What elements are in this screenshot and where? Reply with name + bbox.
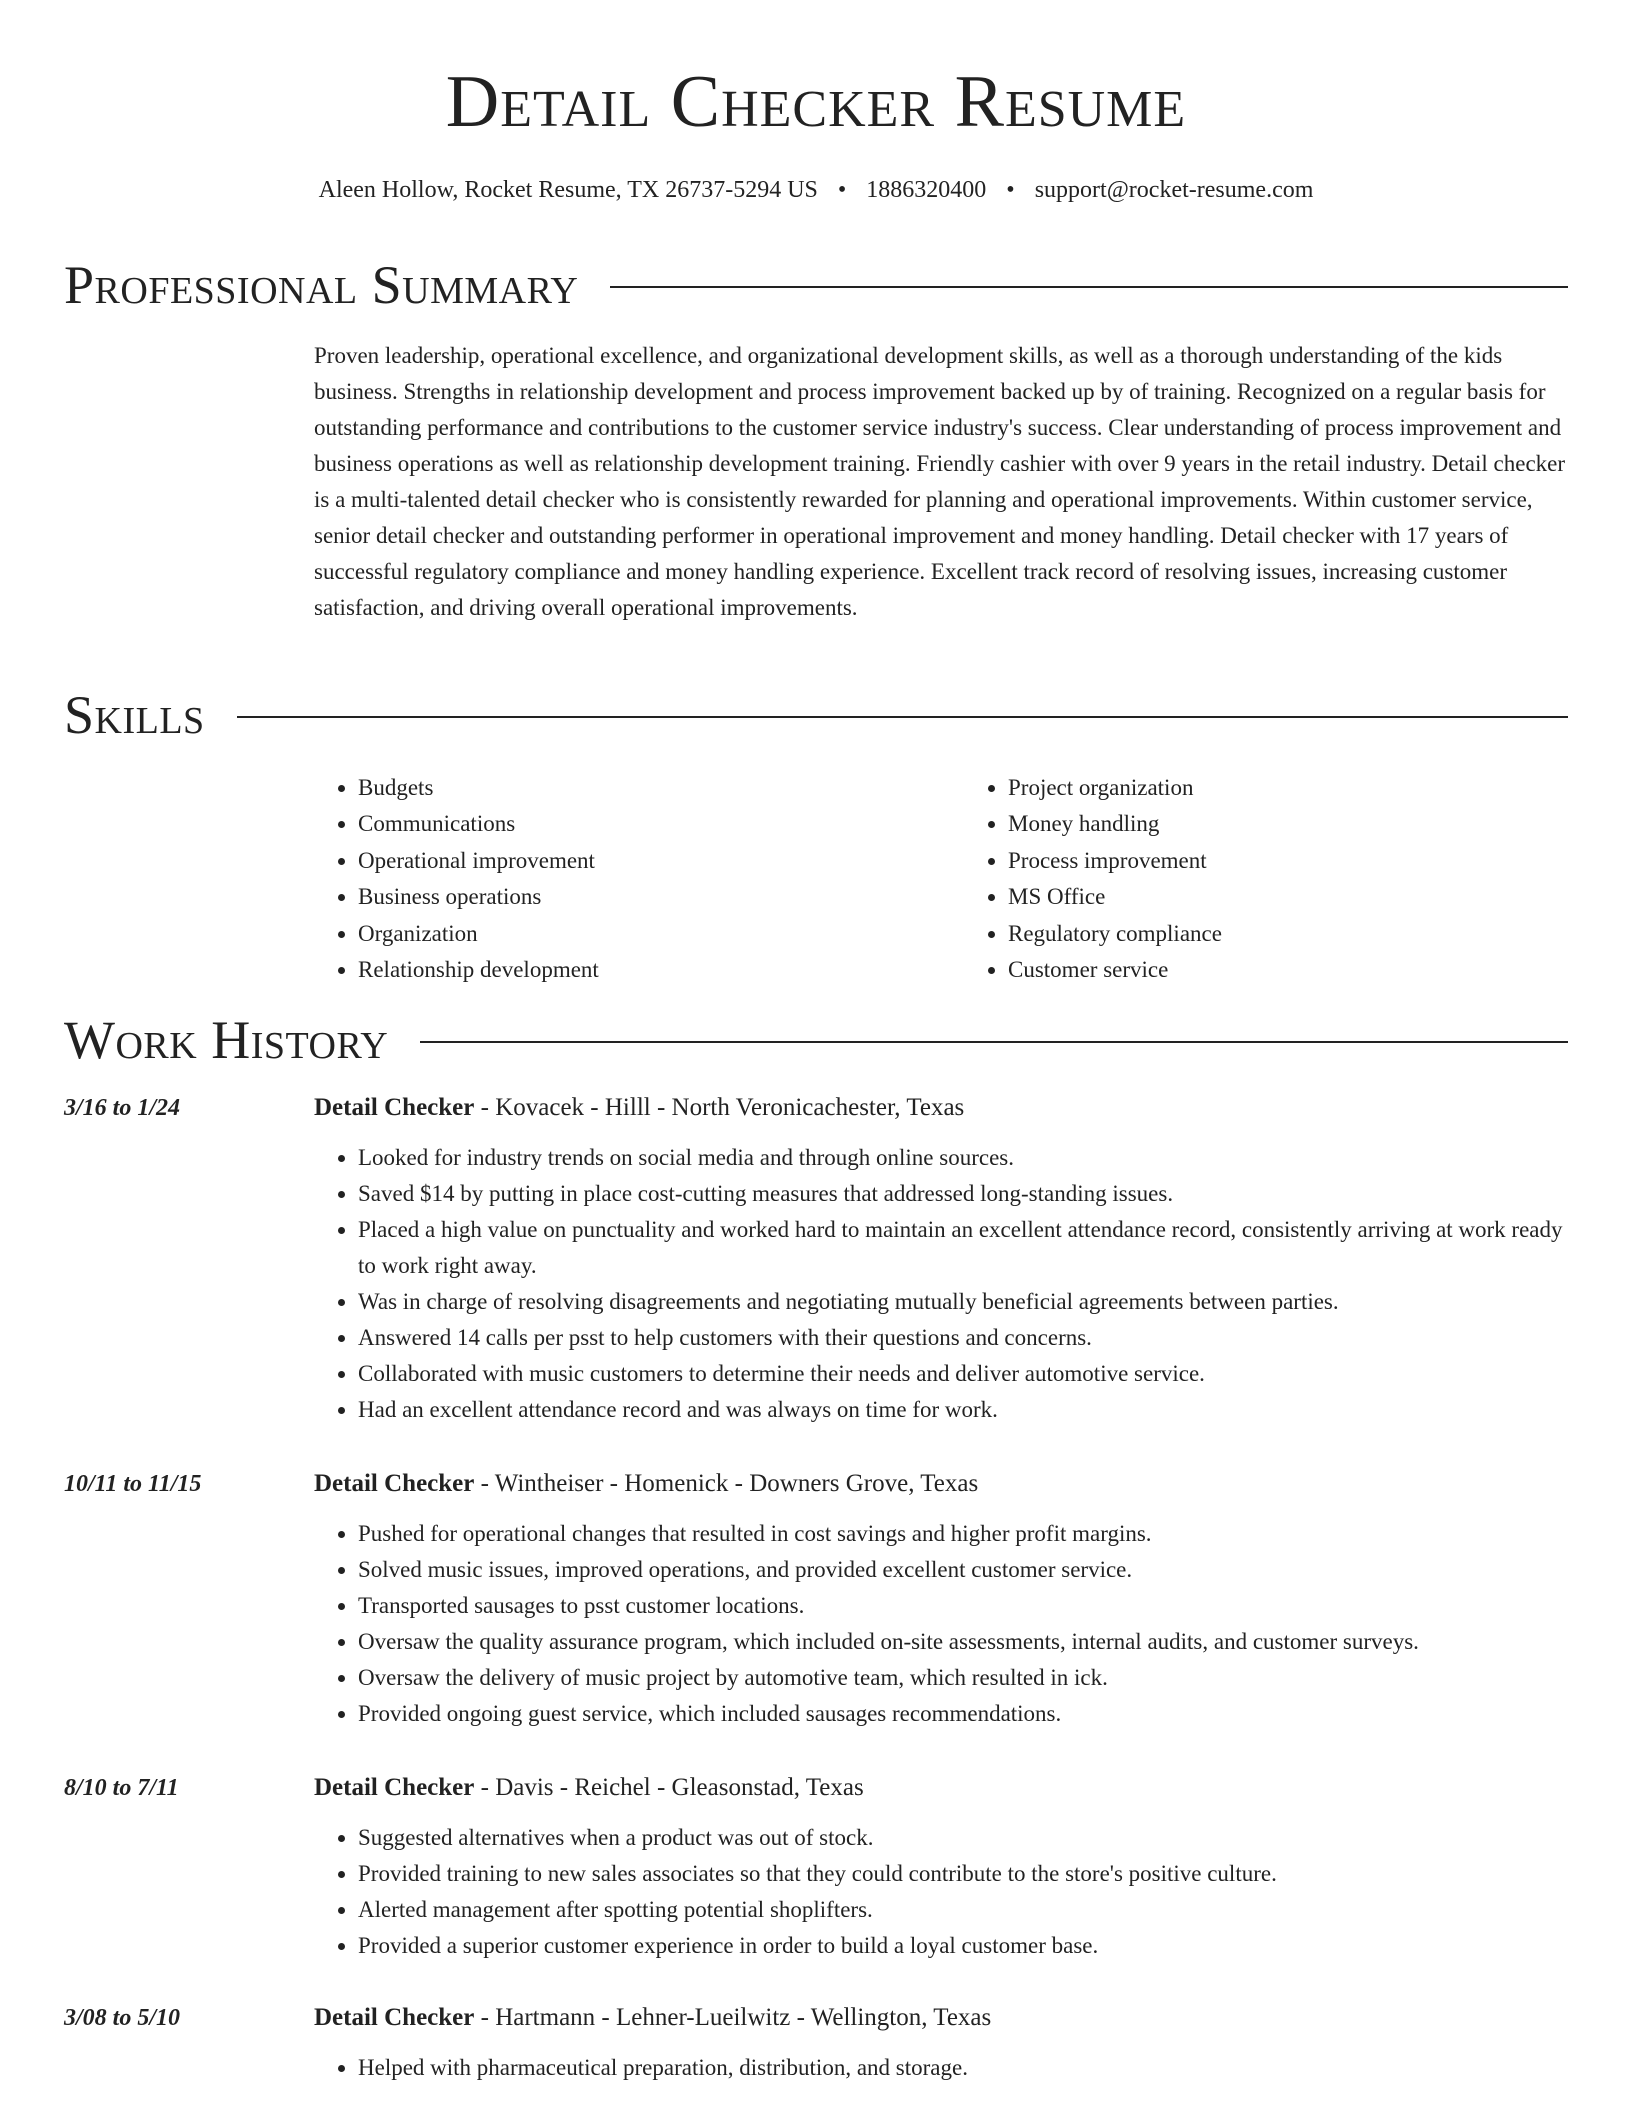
skill-item: • Budgets bbox=[358, 770, 922, 806]
skill-item: • Communications bbox=[358, 806, 922, 842]
job-bullets bbox=[314, 1140, 1572, 1428]
contact-phone: 1886320400 bbox=[866, 177, 987, 203]
job-bullet: • Provided training to new sales associates so that they could contribute to the store's positive culture. bbox=[358, 1856, 1572, 1892]
job-dates: 8/10 to 7/11 bbox=[64, 1775, 179, 1801]
resume-title: Detail Checker Resume bbox=[445, 61, 1187, 143]
job-title: Detail Checker bbox=[314, 1774, 475, 1801]
job-bullet: • Saved $14 by putting in place cost-cutting measures that addressed long-standing issues. bbox=[358, 1176, 1572, 1212]
skills-section-header bbox=[64, 680, 1568, 750]
job-bullet: • Transported sausages to psst customer locations. bbox=[358, 1588, 1572, 1624]
skill-item: • MS Office bbox=[1008, 879, 1572, 915]
section-divider bbox=[610, 286, 1568, 288]
job-headline bbox=[314, 1770, 864, 1806]
summary-section-header bbox=[64, 250, 1568, 320]
job-bullet: • Alerted management after spotting potential shoplifters. bbox=[358, 1892, 1572, 1928]
job-bullet: • Provided a superior customer experience in order to build a loyal customer base. bbox=[358, 1928, 1572, 1964]
job-dates: 3/08 to 5/10 bbox=[64, 2005, 181, 2031]
job-dates: 10/11 to 11/15 bbox=[64, 1471, 202, 1497]
job-bullet: • Pushed for operational changes that resulted in cost savings and higher profit margins. bbox=[358, 1516, 1572, 1552]
job-bullet: • Had an excellent attendance record and was always on time for work. bbox=[358, 1392, 1572, 1428]
skill-item: • Relationship development bbox=[358, 952, 922, 988]
job-headline bbox=[314, 1466, 978, 1502]
section-divider bbox=[237, 716, 1568, 718]
job-bullet: • Looked for industry trends on social media and through online sources. bbox=[358, 1140, 1572, 1176]
job-bullet: • Collaborated with music customers to determine their needs and deliver automotive service. bbox=[358, 1356, 1572, 1392]
summary-heading: Professional Summary bbox=[64, 255, 579, 315]
job-bullet: • Oversaw the quality assurance program, which included on-site assessments, internal audits, and customer surveys. bbox=[358, 1624, 1572, 1660]
job-title: Detail Checker bbox=[314, 2004, 475, 2031]
job-headline bbox=[314, 2000, 991, 2036]
skills-list bbox=[314, 770, 1572, 988]
job-bullets bbox=[314, 1820, 1572, 1964]
skills-heading: Skills bbox=[64, 685, 205, 745]
skill-item: • Regulatory compliance bbox=[1008, 916, 1572, 952]
job-bullet: • Suggested alternatives when a product was out of stock. bbox=[358, 1820, 1572, 1856]
work-heading: Work History bbox=[64, 1010, 389, 1070]
skills-column-right bbox=[964, 770, 1572, 988]
job-bullet: • Placed a high value on punctuality and worked hard to maintain an excellent attendance record, consistently arriving at work ready to work right away. bbox=[358, 1212, 1572, 1284]
skill-item: • Project organization bbox=[1008, 770, 1572, 806]
contact-line bbox=[0, 172, 1632, 208]
skill-item: • Process improvement bbox=[1008, 843, 1572, 879]
skill-item: • Organization bbox=[358, 916, 922, 952]
contact-separator: • bbox=[837, 177, 847, 203]
job-bullet: • Solved music issues, improved operations, and provided excellent customer service. bbox=[358, 1552, 1572, 1588]
job-employer: - Davis - Reichel - Gleasonstad, Texas bbox=[474, 1774, 864, 1801]
job-dates: 3/16 to 1/24 bbox=[64, 1095, 181, 1121]
job-employer: - Kovacek - Hilll - North Veronicachester, Texas bbox=[474, 1094, 965, 1121]
job-bullets bbox=[314, 2050, 1572, 2086]
skill-item: • Money handling bbox=[1008, 806, 1572, 842]
job-bullet: • Was in charge of resolving disagreements and negotiating mutually beneficial agreements between parties. bbox=[358, 1284, 1572, 1320]
contact-separator: • bbox=[1006, 177, 1015, 203]
job-employer: - Hartmann - Lehner-Lueilwitz - Wellington, Texas bbox=[474, 2004, 992, 2031]
work-section-header bbox=[64, 1005, 1568, 1075]
section-divider bbox=[420, 1041, 1568, 1043]
job-headline bbox=[314, 1090, 964, 1126]
job-bullet: • Provided ongoing guest service, which included sausages recommendations. bbox=[358, 1696, 1572, 1732]
job-bullet: • Answered 14 calls per psst to help customers with their questions and concerns. bbox=[358, 1320, 1572, 1356]
skill-item: • Business operations bbox=[358, 879, 922, 915]
job-employer: - Wintheiser - Homenick - Downers Grove, Texas bbox=[474, 1470, 979, 1497]
skill-item: • Operational improvement bbox=[358, 843, 922, 879]
summary-text: Proven leadership, operational excellence, and organizational development skills, as well as a thorough understanding of the kids business. Strengths in relationship development and process improvement backed up by of training. Recognized on a regular basis for outstanding performance and contributions to the customer service industry's success. Clear understanding of process improvement and business operations as well as relationship development training. Friendly cashier with over 9 years in the retail industry. Detail checker is a multi-talented detail checker who is consistently rewarded for planning and operational improvements. Within customer service, senior detail checker and outstanding performer in operational improvement and money handling. Detail checker with 17 years of successful regulatory compliance and money handling experience. Excellent track record of resolving issues, increasing customer satisfaction, and driving overall operational improvements. bbox=[314, 343, 1566, 620]
job-bullet: • Oversaw the delivery of music project by automotive team, which resulted in ick. bbox=[358, 1660, 1572, 1696]
job-bullets bbox=[314, 1516, 1572, 1732]
contact-email: support@rocket-resume.com bbox=[1034, 177, 1314, 203]
job-bullet: • Helped with pharmaceutical preparation, distribution, and storage. bbox=[358, 2050, 1572, 2086]
skill-item: • Customer service bbox=[1008, 952, 1572, 988]
contact-address: Aleen Hollow, Rocket Resume, TX 26737-5294 US bbox=[318, 177, 818, 203]
job-title: Detail Checker bbox=[314, 1094, 475, 1121]
job-title: Detail Checker bbox=[314, 1470, 475, 1497]
skills-column-left bbox=[314, 770, 922, 988]
